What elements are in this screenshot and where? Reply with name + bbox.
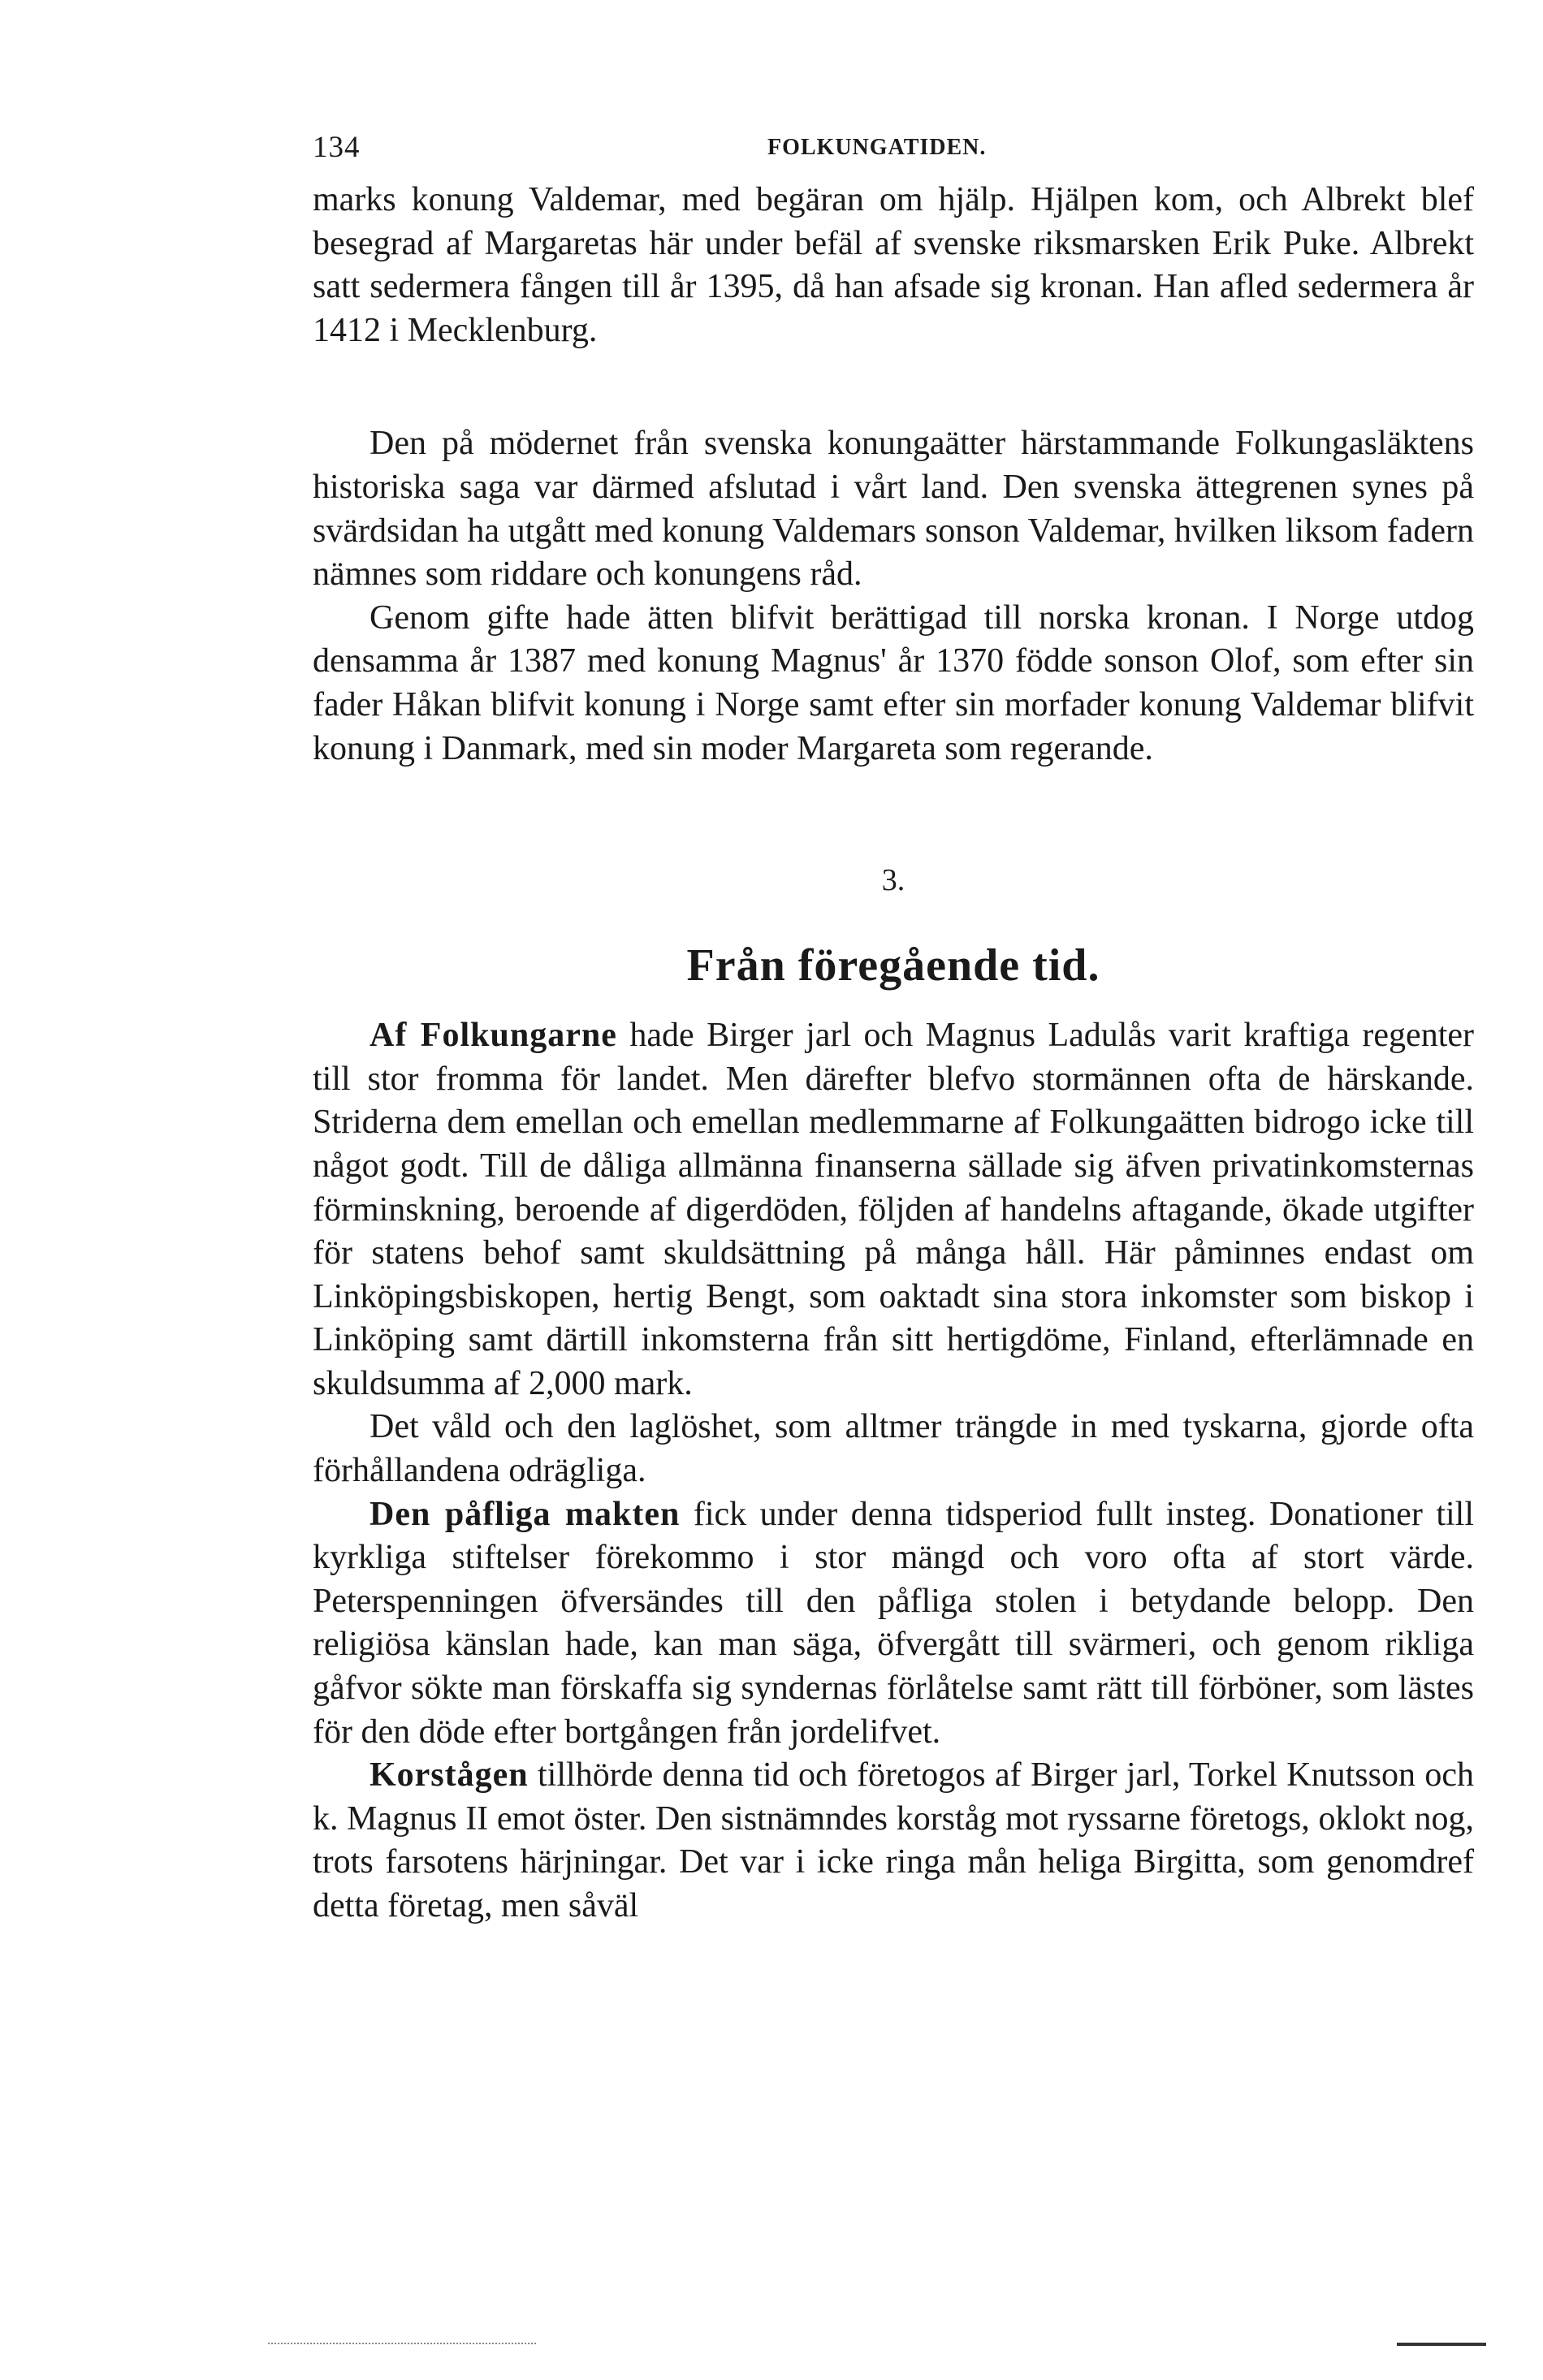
- paragraph-text-papal-power: fick under denna tidsperiod fullt insteg. Donationer till kyrkliga stiftelser förekommo i stor mängd och voro ofta af stort värde. Peterspenningen öfversändes till den påfliga stolen i betydande belopp. Den religiösa känslan hade, kan man säga, öfvergått till svärmeri, och genom rikliga gåfvor sökte man förskaffa sig syndernas förlåtelse samt rätt till förböner, som lästes för den döde efter bortgången från jordelifvet.: [313, 1495, 1474, 1751]
- paragraph-folkunga-saga: Den på mödernet från svenska konungaätter härstammande Folkungasläktens historiska saga var därmed afslutad i vårt land. Den svenska ättegrenen synes på svärdsidan ha utgått med konung Valdemars sonson Valdemar, hvilken liksom fadern nämnes som riddare och konungens råd.: [313, 425, 1474, 594]
- paragraph-lead-crusades: Korstågen: [370, 1756, 529, 1795]
- paragraph-papal-power: [313, 1493, 1474, 1755]
- scan-artifacts: [268, 2343, 1486, 2367]
- section-title: Från föregående tid.: [686, 940, 1100, 991]
- running-head: [313, 130, 1474, 179]
- scan-artifact-dotted-line: [268, 2343, 536, 2344]
- paragraph-text-crusades: tillhörde denna tid och företogos af Birger jarl, Torkel Knutsson och k. Magnus II emot öster. Den sistnämndes korståg mot ryssarne företogs, oklokt nog, trots farsotens härjningar. Det var i icke ringa mån heliga Birgitta, som genomdref detta företag, men såväl: [313, 1756, 1474, 1924]
- running-title: FOLKUNGATIDEN.: [767, 135, 987, 160]
- page-number: 134: [313, 131, 361, 164]
- paragraph-text-folkungarne: hade Birger jarl och Magnus Ladulås varit kraftiga regenter till stor fromma för landet. Men därefter blefvo stormännen ofta de härskande. Striderna dem emellan och emellan medlemmarne af Folkungaätten bidrogo icke till något godt. Till de dåliga allmänna finanserna sällade sig äfven privatinkomsternas förminskning, beroende af digerdöden, följden af handelns aftagande, ökade utgifter för statens behof samt skuldsättning på många håll. Här påminnes endast om Linköpingsbiskopen, hertig Bengt, som oaktadt sina stora inkomster som biskop i Linköping samt därtill inkomsterna från sitt hertigdöme, Finland, efterlämnade en skuldsumma af 2,000 mark.: [313, 1017, 1474, 1402]
- book-page: [313, 130, 1474, 1929]
- intro-paragraph: marks konung Valdemar, med begäran om hjälp. Hjälpen kom, och Albrekt blef besegrad af Margaretas här under befäl af svenske riksmarsken Erik Puke. Albrekt satt sedermera fången till år 1395, då han afsade sig kronan. Han afled sedermera år 1412 i Mecklenburg.: [313, 181, 1474, 349]
- paragraph-crusades: [313, 1754, 1474, 1928]
- paragraph-folkungarne: [313, 1014, 1474, 1406]
- scan-artifact-rule: [1397, 2343, 1486, 2346]
- section-number: 3.: [881, 863, 905, 898]
- paragraph-lead-folkungarne: Af Folkungarne: [370, 1017, 617, 1055]
- paragraph-norwegian-crown: Genom gifte hade ätten blifvit berättigad till norska kronan. I Norge utdog densamma år 1387 med konung Magnus' år 1370 födde sonson Olof, som efter sin fader Håkan blifvit konung i Norge samt efter sin morfader konung Valdemar blifvit konung i Danmark, med sin moder Margareta som regerande.: [313, 598, 1474, 767]
- paragraph-lead-papal-power: Den påfliga makten: [370, 1495, 681, 1533]
- paragraph-lawlessness: Det våld och den laglöshet, som alltmer trängde in med tyskarna, gjorde ofta förhållandena odrägliga.: [313, 1408, 1474, 1490]
